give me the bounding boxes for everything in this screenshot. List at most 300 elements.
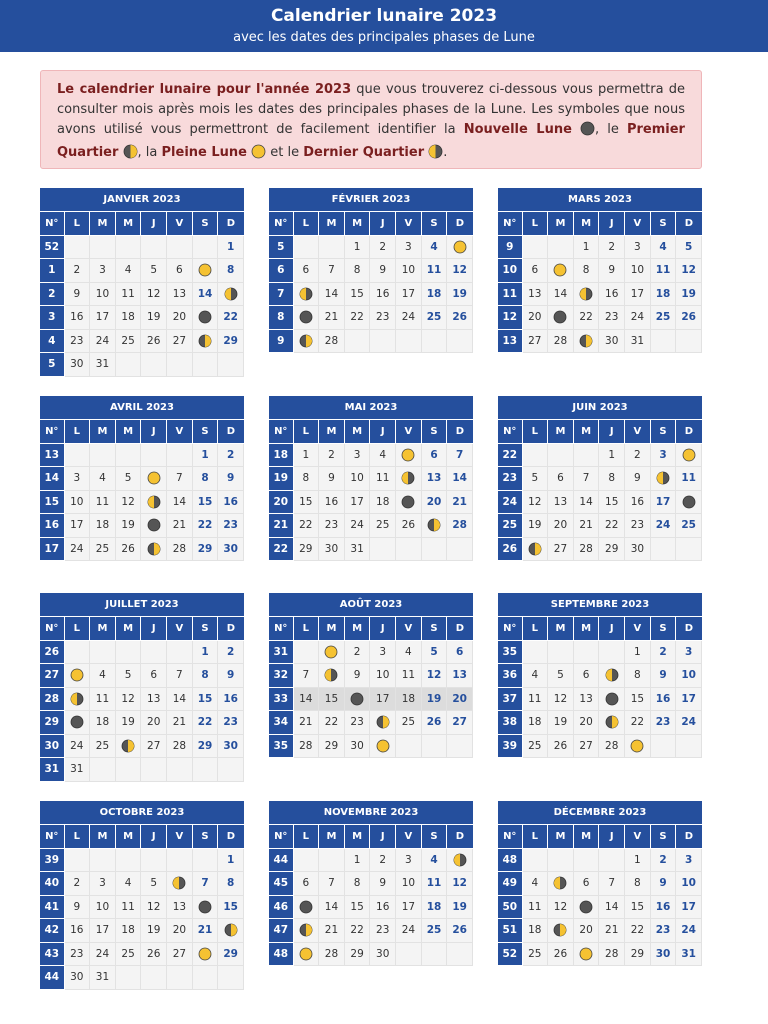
- empty-day-cell: [115, 966, 141, 990]
- month-calendar: [269, 396, 473, 561]
- new-moon-icon: [401, 495, 415, 509]
- week-row: [269, 467, 473, 491]
- day-cell: 15: [218, 895, 244, 919]
- day-cell: 18: [522, 919, 548, 943]
- week-row: [269, 687, 473, 711]
- week-number: 23: [498, 467, 522, 491]
- day-cell: 1: [218, 848, 244, 872]
- moon-phase-cell: [293, 282, 319, 306]
- weekday-header: M: [548, 617, 574, 640]
- full-moon-icon: [198, 947, 212, 961]
- intro-text: que vous trouverez ci-dessous vous permettra de consulter mois après mois les dates des principales phases de la Lune. Les symboles que nous avons utilisé vous permettront de facilement identifier la: [57, 82, 685, 137]
- weekday-header: M: [344, 825, 370, 848]
- weekday-header-row: [498, 420, 702, 443]
- empty-day-cell: [447, 942, 473, 966]
- weekday-header: D: [218, 617, 244, 640]
- first-quarter-icon: [427, 518, 441, 532]
- day-cell: 14: [293, 687, 319, 711]
- day-cell: 21: [319, 306, 345, 330]
- moon-phase-cell: [192, 259, 218, 283]
- empty-day-cell: [192, 848, 218, 872]
- weekday-header: S: [192, 617, 218, 640]
- week-row: [40, 306, 244, 330]
- day-cell: 8: [192, 467, 218, 491]
- moon-phase-cell: [192, 895, 218, 919]
- empty-day-cell: [141, 848, 167, 872]
- day-cell: 6: [167, 259, 193, 283]
- week-row: [269, 490, 473, 514]
- day-cell: 14: [548, 282, 574, 306]
- day-cell: 12: [447, 259, 473, 283]
- weekday-header: M: [573, 212, 599, 235]
- day-cell: 24: [90, 329, 116, 353]
- week-number: 26: [498, 537, 522, 561]
- day-cell: 17: [370, 687, 396, 711]
- day-cell: 27: [548, 537, 574, 561]
- first-quarter-icon: [299, 923, 313, 937]
- week-number: 2: [40, 282, 64, 306]
- weekday-header: V: [167, 212, 193, 235]
- week-number-header: N°: [498, 617, 522, 640]
- day-cell: 30: [64, 966, 90, 990]
- day-cell: 12: [522, 490, 548, 514]
- day-cell: 5: [141, 872, 167, 896]
- moon-phase-cell: [319, 664, 345, 688]
- day-cell: 6: [522, 259, 548, 283]
- weekday-header: L: [522, 825, 548, 848]
- day-cell: 23: [319, 514, 345, 538]
- weekday-header: L: [293, 825, 319, 848]
- weekday-header: V: [625, 420, 651, 443]
- empty-day-cell: [167, 353, 193, 377]
- day-cell: 8: [625, 664, 651, 688]
- empty-day-cell: [192, 966, 218, 990]
- empty-day-cell: [90, 640, 116, 664]
- first-quarter-icon: [376, 715, 390, 729]
- moon-phase-cell: [573, 282, 599, 306]
- day-cell: 12: [548, 895, 574, 919]
- day-cell: 18: [421, 282, 447, 306]
- week-number: 18: [269, 443, 293, 467]
- empty-day-cell: [141, 640, 167, 664]
- day-cell: 1: [599, 443, 625, 467]
- week-number: 13: [498, 329, 522, 353]
- day-cell: 20: [548, 514, 574, 538]
- weekday-header: M: [90, 825, 116, 848]
- empty-day-cell: [650, 734, 676, 758]
- full-moon-icon: [401, 448, 415, 462]
- day-cell: 24: [64, 537, 90, 561]
- day-cell: 17: [90, 306, 116, 330]
- moon-phase-cell: [370, 711, 396, 735]
- week-number: 13: [40, 443, 64, 467]
- day-cell: 24: [676, 919, 702, 943]
- week-number: 45: [269, 872, 293, 896]
- day-cell: 3: [625, 235, 651, 259]
- day-cell: 1: [344, 848, 370, 872]
- last-quarter-icon: [428, 144, 443, 166]
- day-cell: 4: [90, 467, 116, 491]
- empty-day-cell: [676, 537, 702, 561]
- week-row: [498, 329, 702, 353]
- week-number: 35: [269, 734, 293, 758]
- day-cell: 22: [344, 919, 370, 943]
- last-quarter-icon: [579, 287, 593, 301]
- day-cell: 13: [167, 895, 193, 919]
- day-cell: 7: [167, 467, 193, 491]
- first-quarter-icon: [605, 715, 619, 729]
- last-quarter-icon: [401, 471, 415, 485]
- day-cell: 22: [573, 306, 599, 330]
- moon-phase-cell: [319, 640, 345, 664]
- last-quarter-icon: [553, 876, 567, 890]
- day-cell: 17: [650, 490, 676, 514]
- empty-day-cell: [676, 734, 702, 758]
- week-number: 38: [498, 711, 522, 735]
- day-cell: 11: [370, 467, 396, 491]
- last-quarter-icon: [70, 692, 84, 706]
- week-number: 6: [269, 259, 293, 283]
- empty-day-cell: [599, 640, 625, 664]
- week-number: 41: [40, 895, 64, 919]
- week-number: 20: [269, 490, 293, 514]
- week-row: [40, 514, 244, 538]
- day-cell: 19: [676, 282, 702, 306]
- day-cell: 26: [447, 919, 473, 943]
- day-cell: 2: [64, 872, 90, 896]
- day-cell: 20: [573, 711, 599, 735]
- last-quarter-icon: [224, 287, 238, 301]
- empty-day-cell: [548, 235, 574, 259]
- empty-day-cell: [548, 848, 574, 872]
- empty-day-cell: [650, 329, 676, 353]
- weekday-header: M: [548, 420, 574, 443]
- day-cell: 9: [650, 872, 676, 896]
- day-cell: 29: [218, 329, 244, 353]
- empty-day-cell: [548, 443, 574, 467]
- day-cell: 5: [548, 664, 574, 688]
- weekday-header: D: [676, 420, 702, 443]
- day-cell: 19: [447, 895, 473, 919]
- empty-day-cell: [167, 966, 193, 990]
- empty-day-cell: [115, 235, 141, 259]
- moon-phase-cell: [218, 282, 244, 306]
- day-cell: 21: [293, 711, 319, 735]
- moon-phase-cell: [447, 848, 473, 872]
- day-cell: 27: [141, 734, 167, 758]
- day-cell: 3: [344, 443, 370, 467]
- day-cell: 3: [90, 872, 116, 896]
- week-number: 29: [40, 711, 64, 735]
- day-cell: 23: [344, 711, 370, 735]
- week-row: [498, 734, 702, 758]
- first-quarter-icon: [198, 334, 212, 348]
- full-moon-icon: [251, 144, 266, 166]
- day-cell: 13: [447, 664, 473, 688]
- full-moon-icon: [324, 645, 338, 659]
- day-cell: 28: [167, 537, 193, 561]
- moon-phase-cell: [141, 490, 167, 514]
- new-moon-icon: [579, 900, 593, 914]
- week-number-header: N°: [269, 212, 293, 235]
- week-row: [269, 664, 473, 688]
- moon-phase-cell: [676, 490, 702, 514]
- day-cell: 3: [650, 443, 676, 467]
- weekday-header: D: [447, 212, 473, 235]
- day-cell: 9: [370, 259, 396, 283]
- day-cell: 15: [192, 490, 218, 514]
- weekday-header: M: [319, 420, 345, 443]
- empty-day-cell: [421, 734, 447, 758]
- week-row: [269, 259, 473, 283]
- week-row: [40, 734, 244, 758]
- week-number: 27: [40, 664, 64, 688]
- day-cell: 15: [192, 687, 218, 711]
- week-row: [498, 282, 702, 306]
- month-calendar: [40, 801, 244, 990]
- day-cell: 31: [64, 758, 90, 782]
- weekday-header: M: [573, 420, 599, 443]
- week-row: [269, 942, 473, 966]
- day-cell: 17: [396, 895, 422, 919]
- new-moon-icon: [70, 715, 84, 729]
- day-cell: 11: [421, 872, 447, 896]
- day-cell: 6: [573, 872, 599, 896]
- day-cell: 4: [90, 664, 116, 688]
- weekday-header: S: [650, 825, 676, 848]
- empty-day-cell: [396, 537, 422, 561]
- legend-first-quarter: Premier Quartier: [57, 122, 685, 160]
- empty-day-cell: [293, 848, 319, 872]
- day-cell: 18: [522, 711, 548, 735]
- first-quarter-icon: [553, 923, 567, 937]
- week-row: [498, 259, 702, 283]
- week-row: [40, 942, 244, 966]
- new-moon-icon: [682, 495, 696, 509]
- day-cell: 28: [573, 537, 599, 561]
- day-cell: 30: [625, 537, 651, 561]
- month-title: MARS 2023: [498, 188, 702, 212]
- day-cell: 3: [370, 640, 396, 664]
- week-number: 1: [40, 259, 64, 283]
- empty-day-cell: [447, 734, 473, 758]
- full-moon-icon: [579, 947, 593, 961]
- day-cell: 19: [115, 711, 141, 735]
- day-cell: 20: [421, 490, 447, 514]
- weekday-header: J: [141, 617, 167, 640]
- moon-phase-cell: [650, 467, 676, 491]
- weekday-header: J: [141, 420, 167, 443]
- day-cell: 27: [447, 711, 473, 735]
- empty-day-cell: [344, 329, 370, 353]
- day-cell: 2: [64, 259, 90, 283]
- week-number: 7: [269, 282, 293, 306]
- day-cell: 1: [293, 443, 319, 467]
- day-cell: 20: [167, 306, 193, 330]
- new-moon-icon: [580, 121, 595, 143]
- day-cell: 25: [370, 514, 396, 538]
- moon-phase-cell: [573, 329, 599, 353]
- week-row: [40, 537, 244, 561]
- legend-full-moon: Pleine Lune: [161, 145, 247, 160]
- new-moon-icon: [553, 310, 567, 324]
- weekday-header: D: [447, 825, 473, 848]
- week-number: 39: [40, 848, 64, 872]
- week-number: 5: [269, 235, 293, 259]
- day-cell: 5: [141, 259, 167, 283]
- empty-day-cell: [599, 848, 625, 872]
- weekday-header: M: [319, 617, 345, 640]
- week-number-header: N°: [269, 420, 293, 443]
- day-cell: 13: [167, 282, 193, 306]
- day-cell: 12: [421, 664, 447, 688]
- day-cell: 7: [447, 443, 473, 467]
- weekday-header: M: [573, 617, 599, 640]
- day-cell: 24: [396, 919, 422, 943]
- day-cell: 22: [218, 306, 244, 330]
- week-row: [498, 235, 702, 259]
- weekday-header: M: [90, 617, 116, 640]
- day-cell: 20: [447, 687, 473, 711]
- day-cell: 24: [344, 514, 370, 538]
- weekday-header: S: [192, 825, 218, 848]
- day-cell: 9: [64, 282, 90, 306]
- day-cell: 16: [64, 306, 90, 330]
- day-cell: 30: [599, 329, 625, 353]
- week-number: 26: [40, 640, 64, 664]
- weekday-header: S: [421, 617, 447, 640]
- last-quarter-icon: [453, 853, 467, 867]
- day-cell: 29: [218, 942, 244, 966]
- week-number: 32: [269, 664, 293, 688]
- week-number: 48: [498, 848, 522, 872]
- day-cell: 16: [625, 490, 651, 514]
- day-cell: 14: [319, 895, 345, 919]
- day-cell: 2: [218, 443, 244, 467]
- day-cell: 29: [192, 734, 218, 758]
- week-row: [498, 443, 702, 467]
- day-cell: 15: [625, 687, 651, 711]
- day-cell: 1: [218, 235, 244, 259]
- week-number-header: N°: [498, 420, 522, 443]
- week-number: 52: [40, 235, 64, 259]
- week-number: 47: [269, 919, 293, 943]
- new-moon-icon: [147, 518, 161, 532]
- moon-phase-cell: [573, 942, 599, 966]
- day-cell: 19: [421, 687, 447, 711]
- weekday-header-row: [40, 420, 244, 443]
- day-cell: 9: [599, 259, 625, 283]
- weekday-header: M: [115, 212, 141, 235]
- weekday-header-row: [498, 825, 702, 848]
- day-cell: 4: [421, 848, 447, 872]
- day-cell: 20: [141, 711, 167, 735]
- week-number: 8: [269, 306, 293, 330]
- weekday-header: S: [192, 212, 218, 235]
- week-row: [498, 872, 702, 896]
- weekday-header: L: [293, 420, 319, 443]
- weekday-header: L: [64, 825, 90, 848]
- full-moon-icon: [70, 668, 84, 682]
- day-cell: 20: [522, 306, 548, 330]
- day-cell: 6: [548, 467, 574, 491]
- week-number-header: N°: [40, 420, 64, 443]
- empty-day-cell: [115, 848, 141, 872]
- empty-day-cell: [167, 758, 193, 782]
- week-number: 51: [498, 919, 522, 943]
- day-cell: 3: [64, 467, 90, 491]
- moon-phase-cell: [293, 895, 319, 919]
- day-cell: 27: [167, 942, 193, 966]
- day-cell: 11: [522, 687, 548, 711]
- day-cell: 7: [167, 664, 193, 688]
- moon-phase-cell: [141, 467, 167, 491]
- weekday-header: M: [115, 420, 141, 443]
- day-cell: 18: [370, 490, 396, 514]
- day-cell: 11: [90, 490, 116, 514]
- day-cell: 27: [573, 734, 599, 758]
- day-cell: 7: [192, 872, 218, 896]
- day-cell: 28: [167, 734, 193, 758]
- full-moon-icon: [630, 739, 644, 753]
- weekday-header-row: [40, 825, 244, 848]
- weekday-header: D: [676, 212, 702, 235]
- day-cell: 22: [319, 711, 345, 735]
- empty-day-cell: [64, 443, 90, 467]
- new-moon-icon: [299, 310, 313, 324]
- week-number: 3: [40, 306, 64, 330]
- week-row: [269, 734, 473, 758]
- day-cell: 30: [218, 734, 244, 758]
- day-cell: 22: [344, 306, 370, 330]
- empty-day-cell: [421, 329, 447, 353]
- first-quarter-icon: [299, 334, 313, 348]
- day-cell: 6: [293, 259, 319, 283]
- day-cell: 5: [115, 664, 141, 688]
- day-cell: 23: [64, 942, 90, 966]
- empty-day-cell: [167, 443, 193, 467]
- day-cell: 6: [293, 872, 319, 896]
- day-cell: 14: [192, 282, 218, 306]
- week-number: 33: [269, 687, 293, 711]
- week-row: [40, 282, 244, 306]
- day-cell: 28: [599, 942, 625, 966]
- day-cell: 3: [396, 848, 422, 872]
- weekday-header-row: [269, 617, 473, 640]
- moon-phase-cell: [192, 306, 218, 330]
- day-cell: 4: [115, 872, 141, 896]
- day-cell: 3: [676, 848, 702, 872]
- day-cell: 26: [396, 514, 422, 538]
- week-number: 39: [498, 734, 522, 758]
- day-cell: 17: [396, 282, 422, 306]
- day-cell: 7: [319, 259, 345, 283]
- day-cell: 25: [522, 734, 548, 758]
- day-cell: 25: [522, 942, 548, 966]
- weekday-header: L: [64, 420, 90, 443]
- empty-day-cell: [573, 848, 599, 872]
- day-cell: 28: [599, 734, 625, 758]
- day-cell: 17: [90, 919, 116, 943]
- day-cell: 30: [650, 942, 676, 966]
- day-cell: 27: [522, 329, 548, 353]
- day-cell: 14: [319, 282, 345, 306]
- moon-phase-cell: [548, 872, 574, 896]
- moon-phase-cell: [396, 490, 422, 514]
- weekday-header: M: [319, 825, 345, 848]
- day-cell: 22: [599, 514, 625, 538]
- weekday-header: D: [447, 617, 473, 640]
